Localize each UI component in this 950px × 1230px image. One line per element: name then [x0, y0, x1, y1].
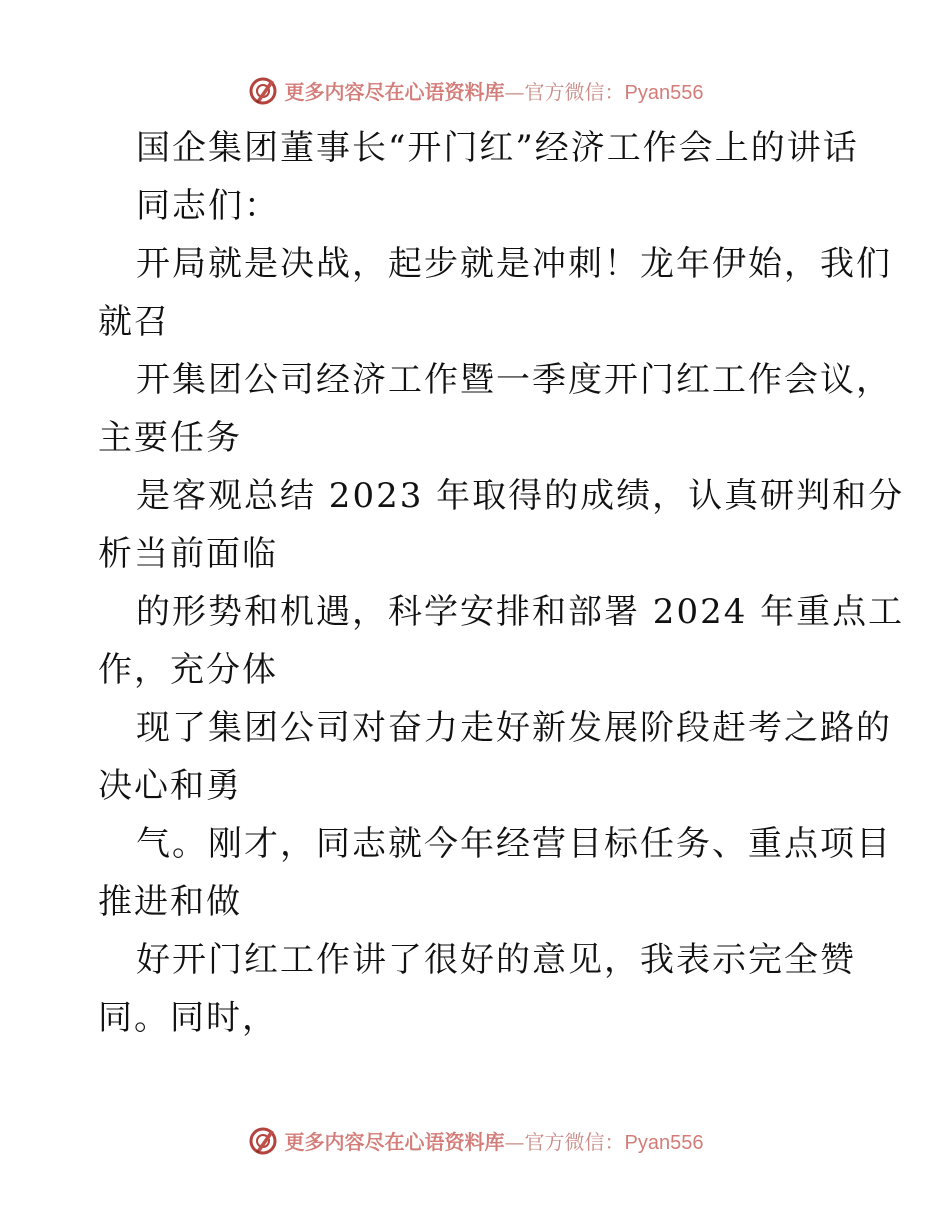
paragraph-line: 析当前面临 — [98, 534, 278, 574]
paragraph-line: 气。刚才，同志就今年经营目标任务、重点项目 — [136, 824, 892, 864]
paragraph-line: 决心和勇 — [98, 766, 242, 806]
paragraph-line: 推进和做 — [98, 882, 242, 922]
red-pen-circle-logo-icon — [247, 74, 279, 106]
document-title: 国企集团董事长“开门红”经济工作会上的讲话 — [136, 128, 859, 168]
footer-watermark — [0, 1120, 950, 1160]
paragraph-line: 主要任务 — [98, 418, 242, 458]
salutation: 同志们： — [136, 186, 280, 226]
red-pen-circle-logo-icon — [247, 1124, 279, 1156]
header-watermark — [0, 70, 950, 110]
paragraph-line: 就召 — [98, 302, 170, 342]
watermark-text: 更多内容尽在心语资料库—官方微信：Pyan556 — [284, 1129, 704, 1154]
paragraph-line: 开局就是决战，起步就是冲刺！龙年伊始，我们 — [136, 244, 892, 284]
paragraph-line: 同。同时， — [98, 998, 278, 1038]
paragraph-line: 作，充分体 — [98, 650, 278, 690]
watermark-text: 更多内容尽在心语资料库—官方微信：Pyan556 — [284, 79, 704, 104]
paragraph-line: 好开门红工作讲了很好的意见，我表示完全赞 — [136, 940, 856, 980]
paragraph-line: 开集团公司经济工作暨一季度开门红工作会议， — [136, 360, 892, 400]
paragraph-line: 的形势和机遇，科学安排和部署 2024 年重点工 — [136, 592, 905, 632]
paragraph-line: 现了集团公司对奋力走好新发展阶段赶考之路的 — [136, 708, 892, 748]
paragraph-line: 是客观总结 2023 年取得的成绩，认真研判和分 — [136, 476, 905, 516]
